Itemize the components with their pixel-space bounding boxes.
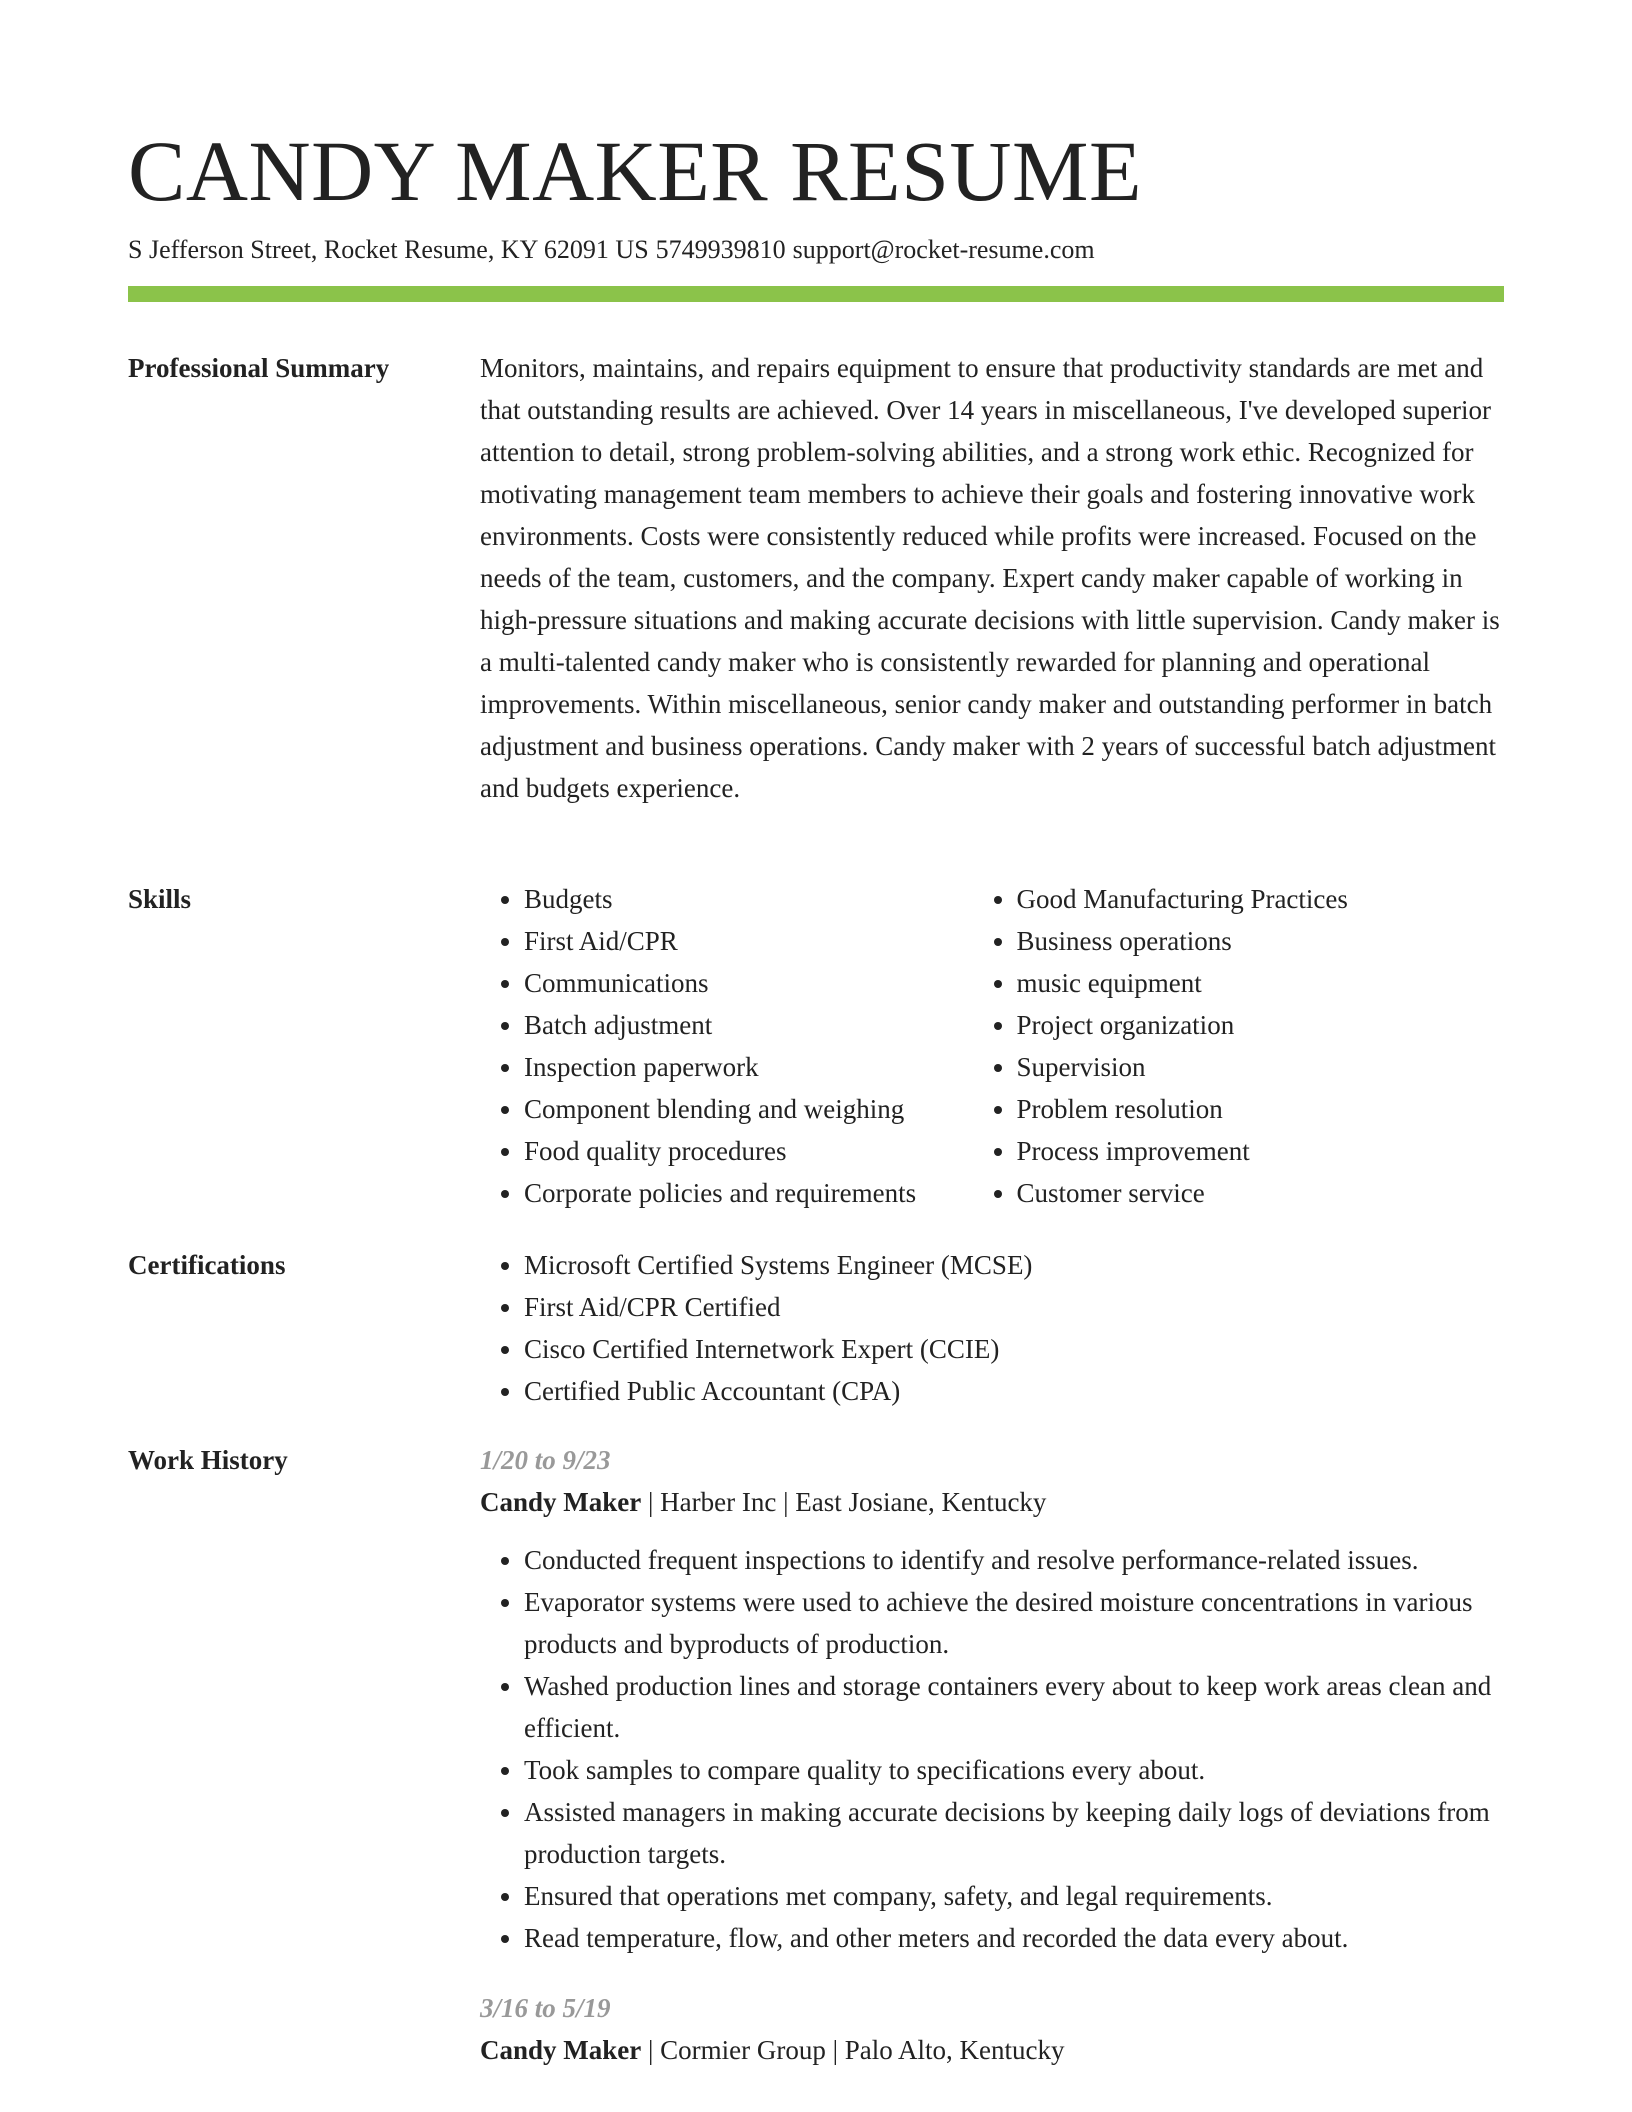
job-bullet: • Took samples to compare quality to specifications every about.: [524, 1749, 1504, 1791]
certification-item: • Certified Public Accountant (CPA): [524, 1370, 1504, 1412]
job-bullet: • Washed production lines and storage containers every about to keep work areas clean and efficient.: [524, 1665, 1504, 1749]
skill-item: • Communications: [524, 962, 973, 1004]
job-heading: [480, 1481, 1504, 1523]
work-history-body: [480, 1439, 1504, 2071]
job-bullet: • Evaporator systems were used to achieve the desired moisture concentrations in various products and byproducts of production.: [524, 1581, 1504, 1665]
skills-body: [480, 878, 1504, 1214]
summary-body: [480, 347, 1504, 809]
job-bullets: [480, 1539, 1504, 1959]
job-bullet: • Ensured that operations met company, safety, and legal requirements.: [524, 1875, 1504, 1917]
resume-title: CANDY MAKER RESUME: [128, 123, 1142, 219]
certifications-list: [480, 1244, 1504, 1412]
skill-item: • Batch adjustment: [524, 1004, 973, 1046]
work-history-heading: Work History: [128, 1445, 288, 1475]
header-divider: [128, 286, 1504, 302]
skill-item: • Customer service: [1017, 1172, 1505, 1214]
summary-text: Monitors, maintains, and repairs equipment to ensure that productivity standards are met and that outstanding results are achieved. Over 14 years in miscellaneous, I've developed superior attention to detail, strong problem-solving abilities, and a strong work ethic. Recognized for motivating management team members to achieve their goals and fostering innovative work environments. Costs were consistently reduced while profits were increased. Focused on the needs of the team, customers, and the company. Expert candy maker capable of working in high-pressure situations and making accurate decisions with little supervision. Candy maker is a multi-talented candy maker who is consistently rewarded for planning and operational improvements. Within miscellaneous, senior candy maker and outstanding performer in batch adjustment and business operations. Candy maker with 2 years of successful batch adjustment and budgets experience.: [480, 353, 1500, 803]
skills-heading: Skills: [128, 884, 192, 914]
job-bullet: • Assisted managers in making accurate decisions by keeping daily logs of deviations from production targets.: [524, 1791, 1504, 1875]
certification-item: • Cisco Certified Internetwork Expert (CCIE): [524, 1328, 1504, 1370]
job-details: | Harber Inc | East Josiane, Kentucky: [641, 1487, 1047, 1517]
job-entry: [480, 1439, 1504, 1959]
job-dates: 1/20 to 9/23: [480, 1445, 611, 1475]
contact-email[interactable]: support@rocket-resume.com: [792, 235, 1095, 264]
skill-item: • Inspection paperwork: [524, 1046, 973, 1088]
skill-item: • music equipment: [1017, 962, 1505, 1004]
job-title: Candy Maker: [480, 2035, 642, 2065]
skill-item: • Food quality procedures: [524, 1130, 973, 1172]
certification-item: • Microsoft Certified Systems Engineer (MCSE): [524, 1244, 1504, 1286]
skill-item: • Supervision: [1017, 1046, 1505, 1088]
skills-columns: [480, 878, 1504, 1214]
summary-heading: Professional Summary: [128, 353, 390, 383]
skills-list-right: [973, 878, 1505, 1214]
skill-item: • Corporate policies and requirements: [524, 1172, 973, 1214]
skills-list-left: [480, 878, 973, 1214]
job-bullet: • Read temperature, flow, and other meters and recorded the data every about.: [524, 1917, 1504, 1959]
skill-item: • First Aid/CPR: [524, 920, 973, 962]
job-details: | Cormier Group | Palo Alto, Kentucky: [641, 2035, 1065, 2065]
certifications-body: [480, 1244, 1504, 1412]
job-heading: [480, 2029, 1504, 2071]
certification-item: • First Aid/CPR Certified: [524, 1286, 1504, 1328]
certifications-heading: Certifications: [128, 1250, 286, 1280]
job-bullet: • Conducted frequent inspections to identify and resolve performance-related issues.: [524, 1539, 1504, 1581]
skill-item: • Good Manufacturing Practices: [1017, 878, 1505, 920]
job-entry: [480, 1987, 1504, 2071]
skill-item: • Project organization: [1017, 1004, 1505, 1046]
skill-item: • Problem resolution: [1017, 1088, 1505, 1130]
skill-item: • Budgets: [524, 878, 973, 920]
job-title: Candy Maker: [480, 1487, 642, 1517]
job-dates: 3/16 to 5/19: [480, 1993, 611, 2023]
skill-item: • Component blending and weighing: [524, 1088, 973, 1130]
contact-address: S Jefferson Street, Rocket Resume, KY 62091 US: [128, 235, 649, 264]
skill-item: • Business operations: [1017, 920, 1505, 962]
skill-item: • Process improvement: [1017, 1130, 1505, 1172]
contact-phone: 5749939810: [655, 235, 786, 264]
contact-line: [128, 232, 1095, 268]
